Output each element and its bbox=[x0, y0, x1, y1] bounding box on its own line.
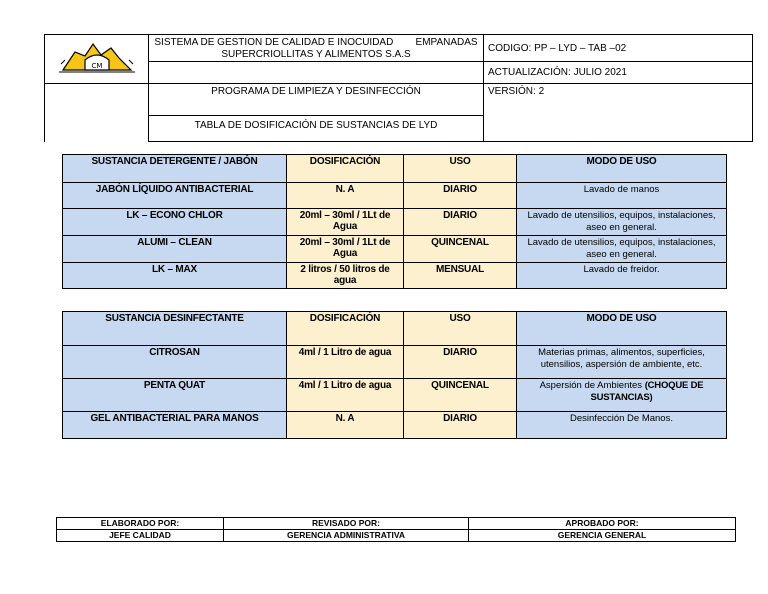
document-header bbox=[44, 34, 753, 142]
version-cell bbox=[484, 84, 753, 142]
elaborado-value: JEFE CALIDAD bbox=[57, 530, 224, 542]
approval-footer bbox=[56, 517, 736, 542]
cell-modo: Lavado de manos bbox=[517, 183, 727, 209]
col-header-modo: MODO DE USO bbox=[517, 312, 727, 346]
cell-sustancia: GEL ANTIBACTERIAL PARA MANOS bbox=[63, 412, 287, 439]
table-row bbox=[63, 379, 727, 412]
col-header-dosificacion: DOSIFICACIÓN bbox=[287, 312, 404, 346]
cell-uso: DIARIO bbox=[404, 209, 517, 236]
col-header-modo: MODO DE USO bbox=[517, 155, 727, 183]
table-title: TABLA DE DOSIFICACIÓN DE SUSTANCIAS DE LYD bbox=[194, 120, 438, 131]
cell-modo: Materias primas, alimentos, superficies, utensilios, aspersión de ambiente, etc. bbox=[517, 346, 727, 379]
cell-uso: DIARIO bbox=[404, 346, 517, 379]
elaborado-label: ELABORADO POR: bbox=[57, 518, 224, 530]
table-row bbox=[63, 183, 727, 209]
svg-text:CM: CM bbox=[91, 61, 102, 70]
company-line-2: SUPERCRIOLLITAS Y ALIMENTOS S.A.S bbox=[221, 49, 411, 60]
table-row bbox=[63, 209, 727, 236]
cell-dosificacion: 4ml / 1 Litro de agua bbox=[287, 379, 404, 412]
modo-text: Aspersión de Ambientes bbox=[539, 380, 643, 391]
actualizacion-text: ACTUALIZACIÓN: JULIO 2021 bbox=[488, 67, 627, 78]
footer-label-row bbox=[57, 518, 736, 530]
cell-uso: QUINCENAL bbox=[404, 236, 517, 263]
company-title-cell bbox=[149, 35, 484, 62]
revisado-value: GERENCIA ADMINISTRATIVA bbox=[224, 530, 469, 542]
aprobado-value: GERENCIA GENERAL bbox=[469, 530, 736, 542]
cell-sustancia: JABÓN LÍQUIDO ANTIBACTERIAL bbox=[63, 183, 287, 209]
cell-dosificacion: 2 litros / 50 litros de agua bbox=[287, 263, 404, 289]
footer-value-row bbox=[57, 530, 736, 542]
col-header-uso: USO bbox=[404, 312, 517, 346]
modo-bold-text: (CHOQUE DE SUSTANCIAS) bbox=[590, 380, 704, 403]
logo-cell bbox=[45, 35, 149, 84]
codigo-cell bbox=[484, 35, 753, 62]
cell-dosificacion: 4ml / 1 Litro de agua bbox=[287, 346, 404, 379]
cell-uso: DIARIO bbox=[404, 183, 517, 209]
cell-modo: Desinfección De Manos. bbox=[517, 412, 727, 439]
cell-uso: MENSUAL bbox=[404, 263, 517, 289]
col-header-sustancia: SUSTANCIA DETERGENTE / JABÓN bbox=[63, 155, 287, 183]
company-line-1: SISTEMA DE GESTION DE CALIDAD E INOCUIDAD EMPANADAS bbox=[154, 37, 478, 48]
version-text: VERSIÓN: 2 bbox=[488, 86, 545, 97]
cell-modo bbox=[517, 379, 727, 412]
program-title: PROGRAMA DE LIMPIEZA Y DESINFECCIÓN bbox=[211, 86, 421, 97]
table-row bbox=[63, 346, 727, 379]
col-header-sustancia: SUSTANCIA DESINFECTANTE bbox=[63, 312, 287, 346]
cell-sustancia: CITROSAN bbox=[63, 346, 287, 379]
table-row bbox=[63, 412, 727, 439]
cell-modo: Lavado de freidor. bbox=[517, 263, 727, 289]
col-header-uso: USO bbox=[404, 155, 517, 183]
revisado-label: REVISADO POR: bbox=[224, 518, 469, 530]
cell-sustancia: LK – ECONO CHLOR bbox=[63, 209, 287, 236]
detergent-table bbox=[62, 154, 727, 289]
actualizacion-cell bbox=[484, 62, 753, 84]
cell-uso: QUINCENAL bbox=[404, 379, 517, 412]
cell-dosificacion: 20ml – 30ml / 1Lt de Agua bbox=[287, 236, 404, 263]
disinfectant-table bbox=[62, 311, 727, 439]
table-row bbox=[63, 263, 727, 289]
cell-modo: Lavado de utensilios, equipos, instalaciones, aseo en general. bbox=[517, 209, 727, 236]
table-header-row bbox=[63, 155, 727, 183]
chef-hat-logo-icon bbox=[55, 38, 139, 78]
blank-title-cell bbox=[149, 62, 484, 84]
cell-modo: Lavado de utensilios, equipos, instalaciones, aseo en general. bbox=[517, 236, 727, 263]
table-header-row bbox=[63, 312, 727, 346]
cell-dosificacion: N. A bbox=[287, 183, 404, 209]
table-title-cell bbox=[149, 116, 484, 142]
col-header-dosificacion: DOSIFICACIÓN bbox=[287, 155, 404, 183]
logo-spacer-cell bbox=[45, 84, 149, 142]
table-row bbox=[63, 236, 727, 263]
cell-uso: DIARIO bbox=[404, 412, 517, 439]
cell-sustancia: LK – MAX bbox=[63, 263, 287, 289]
cell-dosificacion: 20ml – 30ml / 1Lt de Agua bbox=[287, 209, 404, 236]
aprobado-label: APROBADO POR: bbox=[469, 518, 736, 530]
cell-dosificacion: N. A bbox=[287, 412, 404, 439]
cell-sustancia: ALUMI – CLEAN bbox=[63, 236, 287, 263]
program-cell bbox=[149, 84, 484, 116]
cell-sustancia: PENTA QUAT bbox=[63, 379, 287, 412]
codigo-text: CODIGO: PP – LYD – TAB –02 bbox=[488, 42, 627, 54]
